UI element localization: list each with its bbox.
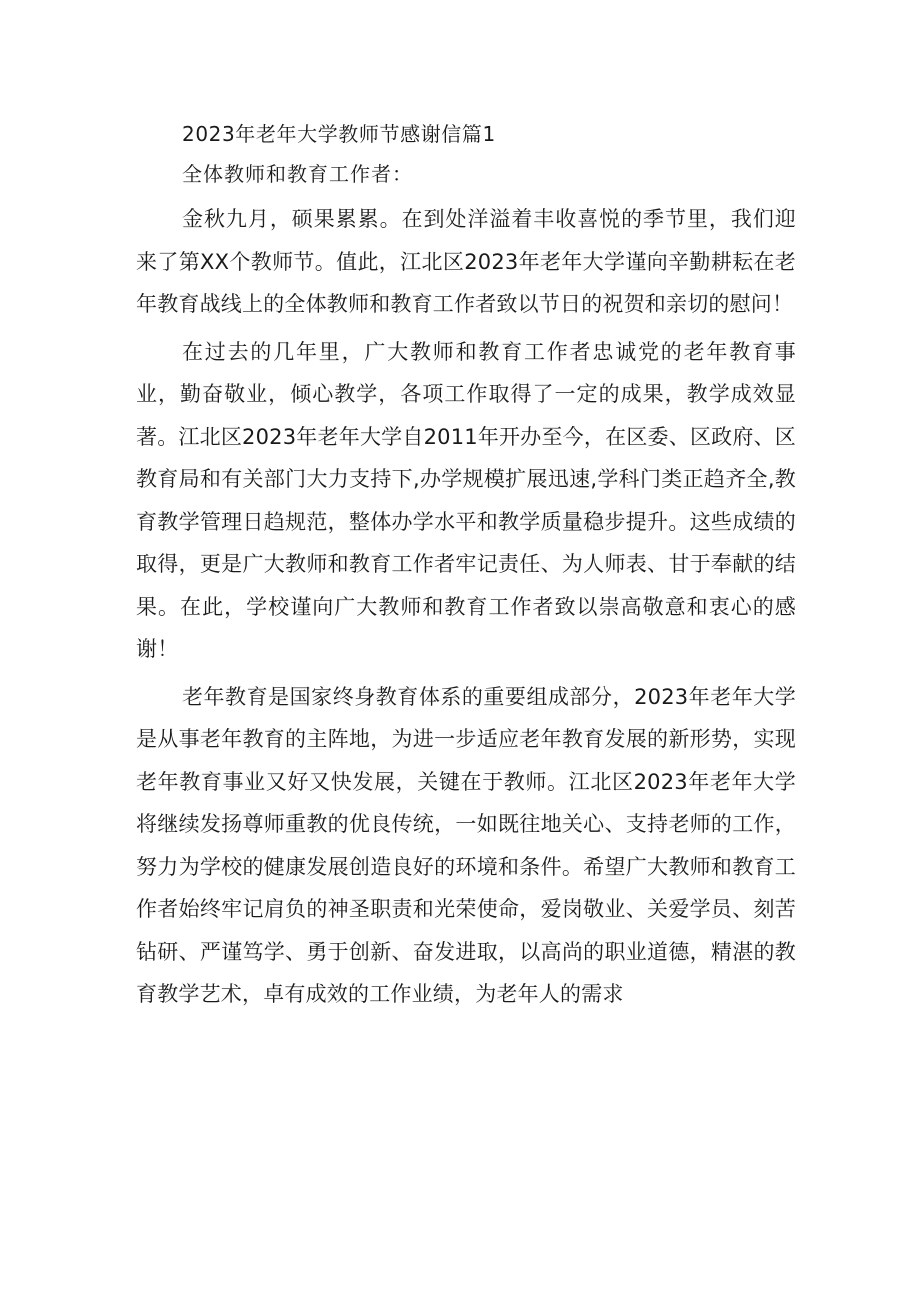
paragraph-expectations: 老年教育是国家终身教育体系的重要组成部分，2023年老年大学是从事老年教育的主阵地，为进一步适应老年教育发展的新形势，实现老年教育事业又好又快发展，关键在于教师。江北区2023年老年大学将继续发扬尊师重教的优良传统，一如既往地关心、支持老师的工作，努力为学校的健康发展创造良好的环境和条件。希望广大教师和教育工作者始终牢记肩负的神圣职责和光荣使命，爱岗敬业、关爱学员、刻苦钻研、严谨笃学、勇于创新、奋发进取，以高尚的职业道德，精湛的教育教学艺术，卓有成效的工作业绩，为老年人的需求 (136, 684, 796, 1006)
salutation: 全体教师和教育工作者： (182, 162, 413, 186)
paragraph-greeting: 金秋九月，硕果累累。在到处洋溢着丰收喜悦的季节里，我们迎来了第XX个教师节。值此，江北区2023年老年大学谨向辛勤耕耘在老年教育战线上的全体教师和教育工作者致以节日的祝贺和亲切的慰问！ (136, 207, 796, 316)
document-body (136, 116, 796, 1016)
document-title: 2023年老年大学教师节感谢信篇1 (182, 122, 496, 146)
paragraph-achievements: 在过去的几年里，广大教师和教育工作者忠诚党的老年教育事业，勤奋敬业，倾心教学，各项工作取得了一定的成果，教学成效显著。江北区2023年老年大学自2011年开办至今，在区委、区政府、区教育局和有关部门大力支持下,办学规模扩展迅速,学科门类正趋齐全,教育教学管理日趋规范，整体办学水平和教学质量稳步提升。这些成绩的取得，更是广大教师和教育工作者牢记责任、为人师表、甘于奉献的结果。在此，学校谨向广大教师和教育工作者致以崇高敬意和衷心的感谢！ (136, 339, 796, 661)
